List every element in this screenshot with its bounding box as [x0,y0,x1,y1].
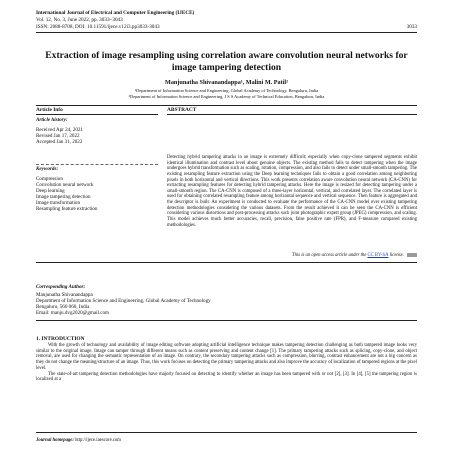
history-list [36,127,158,145]
page-number: 3033 [406,24,417,30]
abstract-rule [167,114,417,115]
paper-title: Extraction of image resampling using correlation aware convolution neural networks for image tampering detection [45,50,408,73]
cc-license-icon [407,253,417,257]
section-rule-bottom [36,262,417,263]
corresponding-dept: Department of Information Science and Engineering, Global Academy of Technology [36,298,211,305]
corresponding-details [36,292,417,316]
corresponding-name: Manjunatha Shivanandappa [36,292,93,298]
abstract-heading: ABSTRACT [167,107,197,113]
article-info-rule [36,114,158,115]
keywords-list [36,176,158,213]
keywords-divider [36,164,158,165]
section-rule-top [36,105,417,106]
history-heading: Article history: [36,117,68,123]
volume-line: Vol. 12, No. 3, June 2022, pp. 3033~3043 [36,17,123,23]
footer-label: Journal homepage: [36,438,74,443]
introduction-paragraph: The state-of-art tampering detection methodologies have majorly focused on detecting to identify whether an image has been tampered with or not [2], [3]. In [4], [5] the tampering region is localized at a [36,371,417,383]
license-line [167,253,417,258]
license-link[interactable]: CC BY-SA [367,253,389,259]
license-text: This is an open access article under the [291,253,367,259]
footer [36,438,121,443]
header-rule [36,32,417,33]
corresponding-heading: Corresponding Author: [36,284,86,290]
keywords-heading: Keywords: [36,166,59,172]
article-info-heading: Article Info [36,107,63,113]
corresponding-email: Email: manju.dvg2020@gmail.com [36,310,110,317]
affiliation-1: ¹Department of Information Science and Engineering, Global Academy of Technology, Bengaluru, India [134,88,319,93]
keyword-item: Compression [36,176,63,182]
journal-name: International Journal of Electrical and Computer Engineering (IJECE) [36,10,195,16]
journal-homepage-link[interactable]: http://ijece.iaescore.com [75,438,121,443]
authors: Manjunatha Shivanandappa¹, Malini M. Patil² [164,79,289,86]
issn-doi-line: ISSN: 2088-8708, DOI: 10.11591/ijece.v12i3.pp3033-3043 [36,24,160,30]
keyword-item: Image transformation [36,200,80,207]
affiliation-2: ²Department of Information Science and Engineering, J S S Academy of Technical Education, Bengaluru, India [128,94,325,99]
license-end: license. [389,253,404,259]
corresponding-city: Bengaluru, 560 060, India [36,304,90,311]
abstract-text: Detecting hybrid tampering attacks in an image is extremely difficult; especially when copy-clone tampered segments exhibit identical illumination and contrast level about genuine objects. The existing method fails to detect tampering when the image undergoes hybrid transformation such as scaling, rotation, compression, and also fails to detect under small-smooth tampering. The existing resampling feature extraction using the Deep learning techniques fails to obtain a good correlation among neighboring pixels in both horizontal and vertical directions. This work presents correlation aware convolution neural network (CA-CNN) for extracting resampling features for detecting hybrid tampering attacks. Here the image is resized for detecting tampering under a small-smooth region. The CA-CNN is composed of a three-layer horizontal, vertical, and correlated layer. The correlated layer is used for obtaining correlated resampling feature among horizontal sequence and vertical sequence. Then feature is aggregated and the descriptor is built. An experiment is conducted to evaluate the performance of the CA-CNN model over existing tampering detection methodologies considering the various datasets. From the result achieved it can be seen the CA-CNN is efficient considering various distortions and post-processing attacks such joint photographic expert group (JPEG) compression, and scaling. This model achieves much better accuracies, recall, precision, false positive rate (FPR), and F-measure compared existing methodologies. [167,155,417,228]
introduction-heading: 1. INTRODUCTION [36,336,85,342]
keyword-item: Convolution neural network [36,182,94,189]
keyword-item: Image tampering detection [36,194,91,201]
introduction-paragraph: With the growth of technology and availability of image editing software adopting artificial intelligence technique makes tampering detection challenging as both tampered image looks very similar to the original image. Image can tamper through different means such as content preserving and content change [1]. The primary tampering attacks such as splicing, copy-clone, and object removal, are used for changing the semantic representation of an image. On contrary, the secondary tampering attacks such as compression, blurring, contrast enhancement are not a big concern as they do not change the meaning/structure of an image. Thus, this work focuses on detecting the primary tampering attacks and also improve the accuracy of localization of tampered regions at the pixel level. [36,343,417,371]
history-revised: Revised Jan 17, 2022 [36,133,80,140]
keyword-item: Deep learning [36,188,65,195]
keyword-item: Resampling feature extraction [36,206,98,213]
corresponding-rule [36,320,417,321]
footer-rule [36,432,417,433]
history-accepted: Accepted Jan 31, 2022 [36,139,83,146]
abstract-body [167,155,417,228]
history-received: Received Apr 24, 2021 [36,127,83,133]
introduction-body [36,343,417,383]
